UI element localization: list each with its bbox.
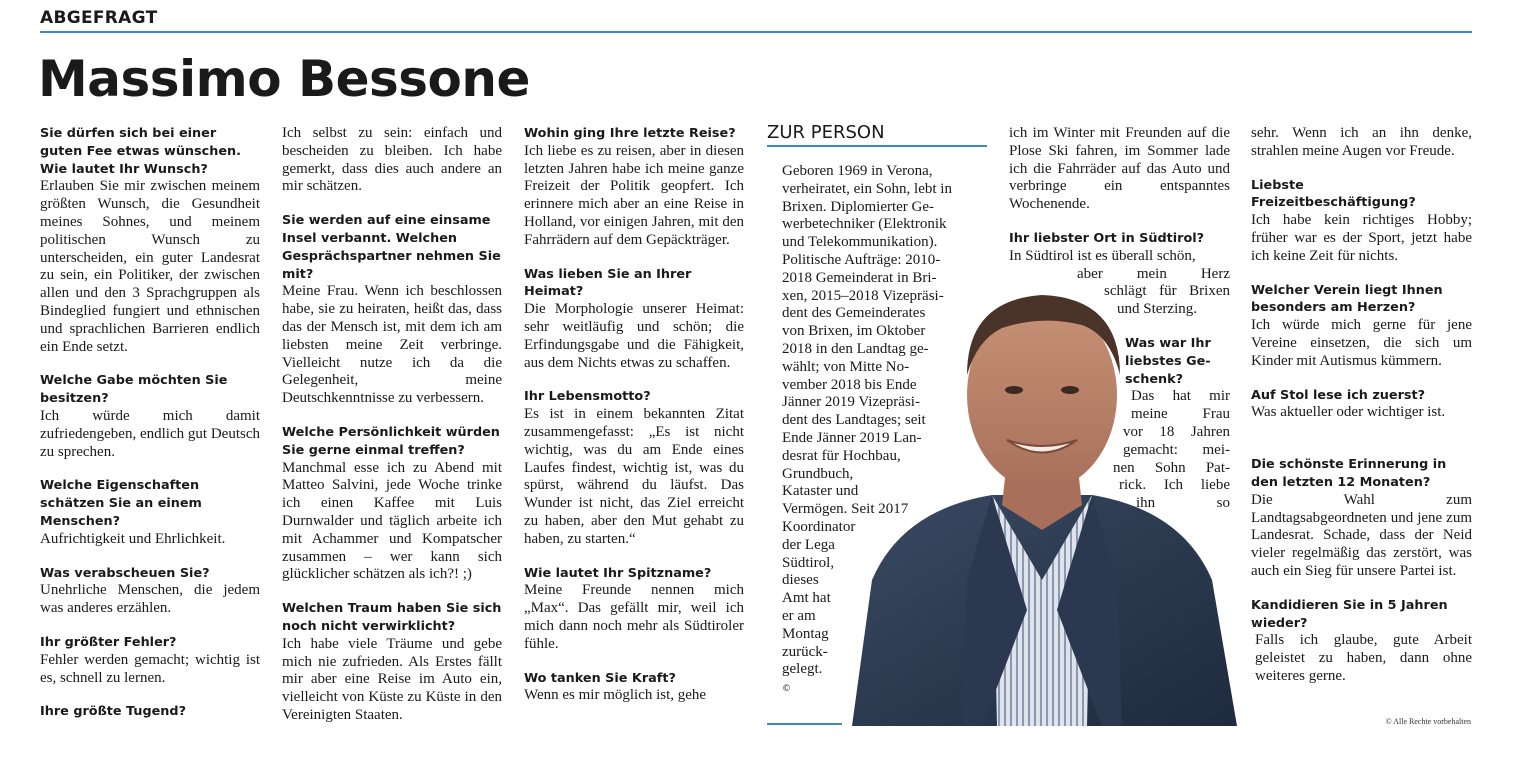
answer-line: nen Sohn Pat-: [1113, 459, 1230, 476]
zur-person-line: Ende Jänner 2019 Lan-: [782, 429, 922, 446]
answer: Wenn es mir möglich ist, gehe: [524, 687, 707, 704]
column-1: [40, 125, 260, 721]
question: Wie lautet Ihr Spitzname?: [524, 565, 712, 581]
answer-line: aber mein Herz: [1077, 265, 1230, 282]
answer: Aufrichtigkeit und Ehrlichkeit.: [40, 530, 226, 547]
question: Welche Persönlichkeit würden Sie gerne einmal treffen?: [282, 424, 500, 458]
zur-person-line: und Telekommunikation).: [782, 234, 938, 251]
column-6: [1251, 125, 1472, 702]
answer: Ich würde mich gerne für jene Vereine einsetzen, die sich um Kinder mit Autismus kümmern.: [1251, 317, 1472, 369]
question: Was verabscheuen Sie?: [40, 565, 210, 581]
question: Wo tanken Sie Kraft?: [524, 670, 676, 686]
answer-wrapped: [1113, 388, 1230, 513]
column-5: [1009, 125, 1230, 513]
zur-person-line: dent des Landtages; seit: [782, 412, 926, 429]
zur-person-line: dieses: [782, 572, 819, 589]
answer-line: ihn so: [1136, 495, 1230, 512]
zur-person-line: 2018 in den Landtag ge-: [782, 340, 929, 357]
answer: Die Wahl zum Landtagsabgeordneten und jene zum Landesrat. Schade, dass der Neid vieler regelmäßig das zerstört, was auch ein Sieg für unsere Partei ist.: [1251, 491, 1472, 579]
question: Sie dürfen sich bei einer guten Fee etwas wünschen. Wie lautet Ihr Wunsch?: [40, 126, 242, 177]
answer: In Südtirol ist es überall schön,: [1009, 247, 1196, 264]
answer-line: Das hat mir: [1131, 388, 1230, 405]
question: Welche Eigenschaften schätzen Sie an einem Menschen?: [40, 478, 202, 529]
answer-line: rick. Ich liebe: [1119, 477, 1230, 494]
question-line: Was war Ihr: [1125, 335, 1211, 351]
question-line: liebstes Ge-: [1125, 353, 1211, 369]
answer: Die Morphologie unserer Heimat: sehr weitläufig und schön; die Erfindungsgabe und die Fähigkeit, aus dem Nichts etwas zu schaffen.: [524, 301, 744, 371]
answer-wrapped: [1077, 266, 1230, 319]
section-kicker: ABGEFRAGT: [40, 8, 158, 28]
answer: Ich habe viele Träume und gebe mich nie zufrieden. Als Erstes fällt mir aber eine Reise im Auto ein, vielleicht von Küste zu Küste in den Vereinigten Staaten.: [282, 635, 502, 723]
zur-person-line: Koordinator: [782, 518, 856, 535]
zur-person-line: Grundbuch,: [782, 465, 854, 482]
question: Welcher Verein liegt Ihnen besonders am Herzen?: [1251, 282, 1443, 316]
question: Ihr liebster Ort in Südtirol?: [1009, 230, 1205, 246]
answer: Es ist in einem bekannten Zitat zusammengefasst: „Es ist nicht wichtig, was du am Ende eines Laufes findest, wichtig ist, was du spürst, während du läufst. Das Wunder ist nicht, das Ziel erreicht zu haben, aber den Mut gehabt zu haben, zu starten.“: [524, 406, 744, 547]
answer: Manchmal esse ich zu Abend mit Matteo Salvini, jede Woche trinke ich einen Kaffee mit Luis Durnwalder und täglich arbeite ich mit Achammer und Kompatscher zusammen – wer kann sich glücklicher schätzen als ich?! ;): [282, 459, 502, 583]
answer: Fehler werden gemacht; wichtig ist es, schnell zu lernen.: [40, 651, 260, 686]
zur-person-line: Vermögen. Seit 2017: [782, 501, 909, 518]
question: Welchen Traum haben Sie sich noch nicht verwirklicht?: [282, 601, 502, 634]
answer: Falls ich glaube, gute Arbeit geleistet zu haben, dann ohne weiteres gerne.: [1255, 632, 1472, 684]
zur-person-line: Südtirol,: [782, 554, 835, 571]
answer-line: und Sterzing.: [1117, 301, 1197, 318]
zur-person-line: Politische Aufträge: 2010-: [782, 251, 941, 268]
answer: Ich liebe es zu reisen, aber in diesen letzten Jahren habe ich meine ganze Freizeit der Politik geopfert. Ich erinnere mich aber an eine Reise in Holland, vor einigen Jahren, mit den Fahrrädern auf dem Gepäckträger.: [524, 142, 744, 248]
column-2: [282, 125, 502, 741]
answer-line: gemacht: mei-: [1123, 441, 1230, 458]
answer: ich im Winter mit Freunden auf die Plose Ski fahren, im Sommer lade ich die Fahrräder auf das Auto und verbringe ein entspanntes Wochenende.: [1009, 125, 1230, 213]
zur-person-line: Geboren 1969 in Verona,: [782, 163, 933, 179]
zur-person-line: der Lega: [782, 536, 835, 553]
answer: Was aktueller oder wichtiger ist.: [1251, 404, 1446, 421]
question: Auf Stol lese ich zuerst?: [1251, 387, 1426, 403]
zur-person-line: gelegt.: [782, 661, 823, 678]
zur-person-line: verheiratet, ein Sohn, lebt in: [782, 180, 952, 197]
zur-person-bottom-rule: [767, 723, 842, 725]
zur-person-line: er am: [782, 607, 816, 624]
answer-line: meine Frau: [1131, 406, 1230, 423]
answer-line: schlägt für Brixen: [1104, 283, 1230, 300]
zur-person-line: dent des Gemeinderates: [782, 305, 926, 322]
answer: Unehrliche Menschen, die jedem was anderes erzählen.: [40, 582, 260, 617]
zur-person-title: ZUR PERSON: [767, 122, 885, 143]
zur-person-line: 2018 Gemeinderat in Bri-: [782, 269, 937, 286]
zur-person-line: Kataster und: [782, 483, 859, 500]
answer: Ich selbst zu sein: einfach und bescheiden zu bleiben. Ich habe gemerkt, dass dies auch andere an mir schätzen.: [282, 125, 502, 195]
question: Kandidieren Sie in 5 Jahren wieder?: [1251, 597, 1448, 631]
question: Wohin ging Ihre letzte Reise?: [524, 126, 736, 141]
question: Was lieben Sie an Ihrer Heimat?: [524, 266, 692, 300]
zur-person-rule: [767, 145, 987, 147]
column-3: [524, 125, 744, 721]
question-wrapped: [1125, 335, 1230, 388]
answer: sehr. Wenn ich an ihn denke, strahlen meine Augen vor Freude.: [1251, 125, 1472, 159]
answer: Ich habe kein richtiges Hobby; früher war es der Sport, jetzt habe ich keine Zeit für nichts.: [1251, 212, 1472, 264]
zur-person-line: Amt hat: [782, 590, 831, 607]
question: Liebste Freizeitbeschäftigung?: [1251, 177, 1416, 211]
zur-person-line: Montag: [782, 625, 829, 642]
zur-person-line: xen, 2015–2018 Vizepräsi-: [782, 287, 944, 304]
zur-person-line: Jänner 2019 Vizepräsi-: [782, 394, 920, 411]
zur-person-line: desrat für Hochbau,: [782, 447, 901, 464]
copyright-notice: © Alle Rechte vorbehalten: [1385, 717, 1471, 726]
zur-person-line: werbetechniker (Elektronik: [782, 216, 947, 233]
question: Die schönste Erinnerung in den letzten 12 Monaten?: [1251, 457, 1447, 490]
answer: Ich würde mich damit zufriedengeben, endlich gut Deutsch zu sprechen.: [40, 407, 260, 460]
answer: Meine Freunde nennen mich „Max“. Das gefällt mir, weil ich mich dann noch mehr als Südtiroler fühle.: [524, 582, 744, 652]
zur-person-line: Brixen. Diplomierter Ge-: [782, 198, 935, 215]
headline: Massimo Bessone: [38, 50, 530, 108]
question: Ihre größte Tugend?: [40, 704, 187, 720]
zur-person-line: zurück-: [782, 643, 828, 660]
zur-person-line: vember 2018 bis Ende: [782, 376, 917, 393]
answer: Meine Frau. Wenn ich beschlossen habe, sie zu heiraten, heißt das, dass das der Mensch ist, mit dem ich am liebsten meine Zeit verbringe. Vielleicht nutze ich da die Gelegenheit, meine Deutschkenntnisse zu verbessern.: [282, 283, 502, 407]
question: Sie werden auf eine einsame Insel verbannt. Welchen Gesprächspartner nehmen Sie mit?: [282, 213, 501, 282]
photo-copyright: ©: [782, 684, 791, 694]
zur-person-line: wählt; von Mitte No-: [782, 358, 910, 375]
question: Ihr Lebensmotto?: [524, 389, 651, 405]
question-line: schenk?: [1125, 371, 1184, 387]
question: Welche Gabe möchten Sie besitzen?: [40, 373, 228, 407]
answer: Erlauben Sie mir zwischen meinem größten Wunsch, die Gesundheit meines Sohnes, und meinem politischen Wunsch zu unterscheiden, ein guter Landesrat zu sein, ein Politiker, der zwischen allen und den 3 Sprachgruppen als Bindeglied fungiert und ethnischen und sprachlichen Barrieren endlich ein Ende setzt.: [40, 178, 260, 355]
answer-line: vor 18 Jahren: [1123, 423, 1230, 440]
zur-person-line: von Brixen, im Oktober: [782, 323, 926, 340]
question: Ihr größter Fehler?: [40, 634, 177, 650]
top-rule: [40, 31, 1472, 33]
